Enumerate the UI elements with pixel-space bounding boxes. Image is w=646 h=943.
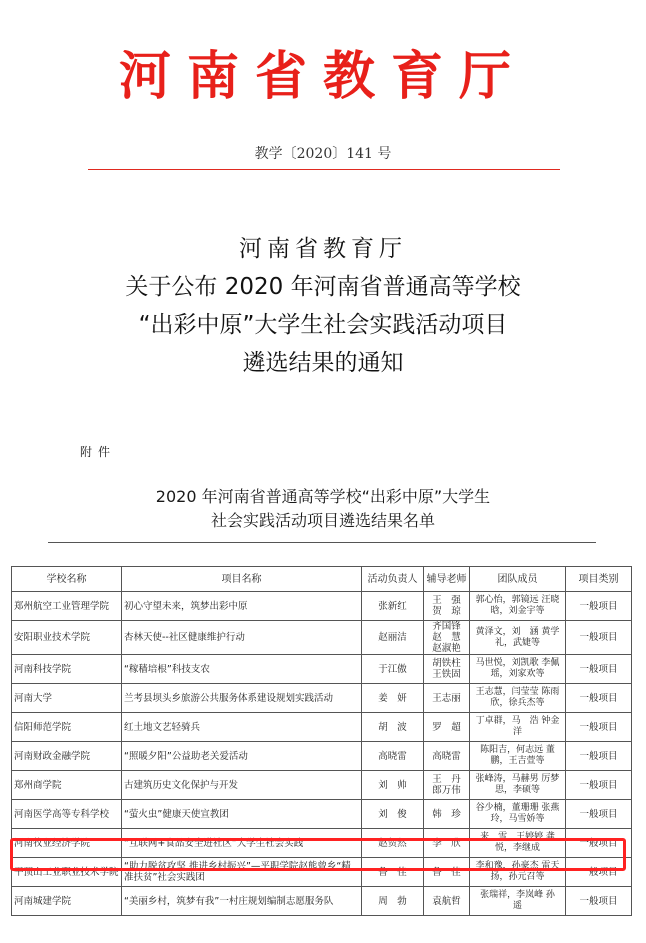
red-divider — [88, 169, 560, 170]
table-row — [12, 684, 632, 713]
table-row — [12, 621, 632, 655]
cell-category: 一般项目 — [566, 771, 632, 800]
cell-leader: 姜 妍 — [362, 684, 424, 713]
cell-category: 一般项目 — [566, 858, 632, 887]
cell-project: 古建筑历史文化保护与开发 — [122, 771, 362, 800]
cell-advisor: 齐国锋 赵 慧 赵淑艳 — [424, 621, 470, 655]
notice-title — [0, 230, 646, 382]
table-row — [12, 887, 632, 916]
cell-project: “助力脱贫攻坚 推进乡村振兴”—平职学院赵熊曾乡“精准扶贫”社会实践团 — [122, 858, 362, 887]
cell-advisor: 鲁 佳 — [424, 858, 470, 887]
cell-project: 初心守望未来，筑梦出彩中原 — [122, 592, 362, 621]
cell-leader: 高晓雷 — [362, 742, 424, 771]
cell-advisor: 王 丹 郎万伟 — [424, 771, 470, 800]
cell-advisor: 胡铁柱 王铁固 — [424, 655, 470, 684]
list-title-line-1: 2020 年河南省普通高等学校“出彩中原”大学生 — [155, 487, 491, 506]
cell-leader: 周 勃 — [362, 887, 424, 916]
cell-project: “萤火虫”健康天使宣教团 — [122, 800, 362, 829]
cell-school: 河南财政金融学院 — [12, 742, 122, 771]
cell-members: 李和豫，孙豪杰 雷天扬，孙元召等 — [470, 858, 566, 887]
cell-category: 一般项目 — [566, 655, 632, 684]
cell-school: 郑州商学院 — [12, 771, 122, 800]
header-category: 项目类别 — [566, 567, 632, 592]
cell-project: 红土地文艺轻骑兵 — [122, 713, 362, 742]
cell-leader: 赵丽洁 — [362, 621, 424, 655]
cell-advisor: 韩 珍 — [424, 800, 470, 829]
cell-category: 一般项目 — [566, 829, 632, 858]
cell-project: 杏林天使--社区健康维护行动 — [122, 621, 362, 655]
cell-school: 河南医学高等专科学校 — [12, 800, 122, 829]
cell-category: 一般项目 — [566, 684, 632, 713]
cell-members: 马世悦，刘凯歌 李佩瑶，刘家欢等 — [470, 655, 566, 684]
cell-advisor: 高晓雷 — [424, 742, 470, 771]
cell-leader: 胡 波 — [362, 713, 424, 742]
highlight-box — [10, 838, 626, 871]
cell-leader: 张新红 — [362, 592, 424, 621]
cell-project: “稼穑培根”科技支农 — [122, 655, 362, 684]
header-leader: 活动负责人 — [362, 567, 424, 592]
cell-project: 兰考县坝头乡旅游公共服务体系建设规划实践活动 — [122, 684, 362, 713]
notice-line-3: “出彩中原”大学生社会实践活动项目 — [138, 312, 508, 338]
cell-category: 一般项目 — [566, 592, 632, 621]
header-project: 项目名称 — [122, 567, 362, 592]
cell-leader: 刘 帅 — [362, 771, 424, 800]
table-row — [12, 655, 632, 684]
table-row — [12, 742, 632, 771]
table-row — [12, 713, 632, 742]
document-number: 教学〔2020〕141 号 — [254, 146, 392, 162]
cell-category: 一般项目 — [566, 742, 632, 771]
cell-school: 河南科技学院 — [12, 655, 122, 684]
cell-category: 一般项目 — [566, 887, 632, 916]
cell-advisor: 李 欣 — [424, 829, 470, 858]
cell-advisor: 袁航哲 — [424, 887, 470, 916]
header-members: 团队成员 — [470, 567, 566, 592]
cell-leader: 鲁 佳 — [362, 858, 424, 887]
cell-project: “互联网+食品安全进社区”大学生社会实践 — [122, 829, 362, 858]
cell-members: 丁卓群，马 浩 钟金洋 — [470, 713, 566, 742]
cell-advisor: 王 强 贺 琼 — [424, 592, 470, 621]
table-header-row — [12, 567, 632, 592]
cell-members: 张峰涛，马赫男 厉梦思，李硕等 — [470, 771, 566, 800]
cell-project: “美丽乡村，筑梦有我”一村庄规划编制志愿服务队 — [122, 887, 362, 916]
cell-members: 张瑞祥，李岚峰 孙 遥 — [470, 887, 566, 916]
cell-advisor: 罗 超 — [424, 713, 470, 742]
cell-members: 来 雪，王婷婷 龚 悦，李继成 — [470, 829, 566, 858]
cell-advisor: 王志丽 — [424, 684, 470, 713]
cell-leader: 刘 俊 — [362, 800, 424, 829]
cell-leader: 于江傲 — [362, 655, 424, 684]
cell-school: 平顶山工业职业技术学院 — [12, 858, 122, 887]
cell-school: 河南大学 — [12, 684, 122, 713]
notice-line-1: 河南省教育厅 — [239, 236, 407, 262]
list-title — [0, 485, 646, 533]
cell-members: 谷少楠，董珊珊 张燕玲，马雪娇等 — [470, 800, 566, 829]
cell-members: 王志慧，闫莹莹 陈雨欣，徐兵杰等 — [470, 684, 566, 713]
notice-line-4: 遴选结果的通知 — [242, 350, 404, 376]
cell-project: “照暖夕阳”公益助老关爱活动 — [122, 742, 362, 771]
cell-category: 一般项目 — [566, 713, 632, 742]
cell-category: 一般项目 — [566, 800, 632, 829]
org-title: 河南省教育厅 — [118, 46, 527, 107]
header-school: 学校名称 — [12, 567, 122, 592]
header-advisor: 辅导老师 — [424, 567, 470, 592]
table-row — [12, 592, 632, 621]
cell-members: 郭心怡，郭镜远 汪晓晗，刘金宇等 — [470, 592, 566, 621]
list-title-line-2: 社会实践活动项目遴选结果名单 — [210, 511, 435, 530]
title-divider — [48, 542, 596, 543]
cell-school: 河南城建学院 — [12, 887, 122, 916]
table-row — [12, 771, 632, 800]
cell-members: 陈阳吉，何志远 董 鹏，王吉萱等 — [470, 742, 566, 771]
cell-school: 信阳师范学院 — [12, 713, 122, 742]
cell-members: 黄泽文，刘 涵 黄学礼，武婕等 — [470, 621, 566, 655]
table-row — [12, 800, 632, 829]
cell-school: 河南牧业经济学院 — [12, 829, 122, 858]
cell-school: 郑州航空工业管理学院 — [12, 592, 122, 621]
cell-school: 安阳职业技术学院 — [12, 621, 122, 655]
cell-leader: 赵贺然 — [362, 829, 424, 858]
attachment-label: 附件 — [80, 445, 117, 459]
notice-line-2: 关于公布 2020 年河南省普通高等学校 — [125, 274, 521, 300]
cell-category: 一般项目 — [566, 621, 632, 655]
